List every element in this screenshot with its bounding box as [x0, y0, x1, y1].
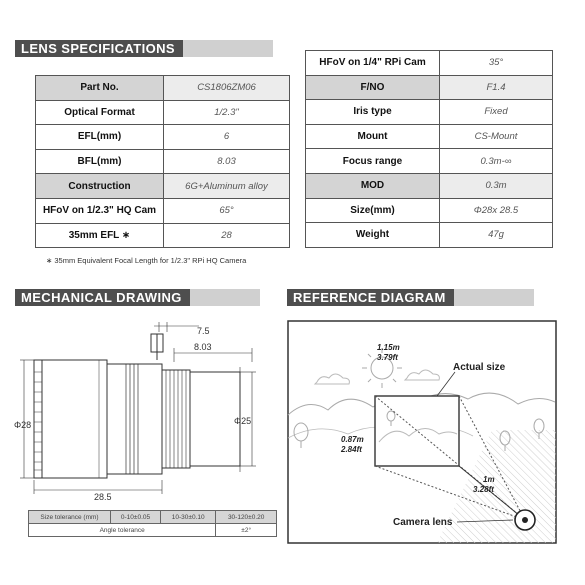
- reference-diagram: [287, 320, 557, 544]
- spec-row: [36, 223, 290, 248]
- title-tail-decoration: [183, 40, 273, 57]
- tolerance-row: [29, 511, 277, 524]
- spec-label: Part No.: [36, 76, 164, 101]
- spec-row: [306, 75, 553, 100]
- spec-value: 35°: [440, 51, 553, 76]
- reference-diagram-heading: [287, 289, 534, 306]
- spec-row: [36, 100, 290, 125]
- spec-row: [306, 100, 553, 125]
- section-title-label: LENS SPECIFICATIONS: [15, 40, 183, 57]
- spec-label: HFoV on 1/2.3" HQ Cam: [36, 198, 164, 223]
- spec-label: Focus range: [306, 149, 440, 174]
- spec-value: Φ28x 28.5: [440, 198, 553, 223]
- tolerance-cell: 30-120±0.20: [216, 511, 277, 524]
- tolerance-cell: 10-30±0.10: [161, 511, 216, 524]
- distance-meters-label: 1m: [483, 475, 495, 484]
- title-tail-decoration: [454, 289, 534, 306]
- spec-label: Iris type: [306, 100, 440, 125]
- spec-label: F/NO: [306, 75, 440, 100]
- spec-label: Optical Format: [36, 100, 164, 125]
- spec-label: 35mm EFL ∗: [36, 223, 164, 248]
- spec-value: 1/2.3": [164, 100, 290, 125]
- height-feet-label: 3.79ft: [377, 353, 398, 362]
- spec-row: [36, 125, 290, 150]
- lens-spec-table-right: [305, 50, 553, 248]
- spec-value: 0.3m-∞: [440, 149, 553, 174]
- mechanical-drawing: [14, 312, 276, 504]
- height-meters-label: 1.15m: [377, 343, 400, 352]
- title-tail-decoration: [190, 289, 260, 306]
- camera-lens-label: Camera lens: [393, 517, 453, 528]
- tolerance-table: [28, 510, 277, 537]
- spec-value: 47g: [440, 223, 553, 248]
- spec-label: Weight: [306, 223, 440, 248]
- spec-value: CS-Mount: [440, 124, 553, 149]
- spec-value: 0.3m: [440, 173, 553, 198]
- mechanical-drawing-heading: [15, 289, 260, 306]
- spec-value: F1.4: [440, 75, 553, 100]
- spec-label: HFoV on 1/4" RPi Cam: [306, 51, 440, 76]
- lens-spec-table-left: [35, 75, 290, 248]
- spec-value: 6G+Aluminum alloy: [164, 174, 290, 199]
- camera-lens-icon: [515, 510, 535, 530]
- spec-label: EFL(mm): [36, 125, 164, 150]
- spec-row: [36, 76, 290, 101]
- spec-row: [306, 173, 553, 198]
- spec-row: [36, 174, 290, 199]
- dimension-label: Φ28: [14, 420, 32, 430]
- dimension-label: 7.5: [197, 326, 210, 336]
- footnote: ∗ 35mm Equivalent Focal Length for 1/2.3" RPi HQ Camera: [46, 256, 247, 265]
- section-title-label: REFERENCE DIAGRAM: [287, 289, 454, 306]
- lens-specifications-heading: [15, 40, 273, 57]
- width-feet-label: 2.84ft: [341, 445, 362, 454]
- distance-feet-label: 3.28ft: [473, 485, 494, 494]
- spec-value: CS1806ZM06: [164, 76, 290, 101]
- dimension-label: 8.03: [194, 342, 212, 352]
- spec-label: Construction: [36, 174, 164, 199]
- spec-row: [306, 223, 553, 248]
- dimension-label: Φ25: [234, 416, 252, 426]
- tolerance-cell: ±2°: [216, 524, 277, 537]
- spec-row: [36, 149, 290, 174]
- tolerance-cell: 0-10±0.05: [111, 511, 161, 524]
- spec-label: MOD: [306, 173, 440, 198]
- spec-value: 65°: [164, 198, 290, 223]
- tolerance-cell: Size tolerance (mm): [29, 511, 111, 524]
- spec-row: [306, 124, 553, 149]
- spec-row: [306, 51, 553, 76]
- spec-row: [306, 198, 553, 223]
- tolerance-cell: Angle tolerance: [29, 524, 216, 537]
- tolerance-row: [29, 524, 277, 537]
- dimension-label: 28.5: [94, 492, 112, 502]
- spec-label: Size(mm): [306, 198, 440, 223]
- spec-value: 8.03: [164, 149, 290, 174]
- spec-value: 6: [164, 125, 290, 150]
- section-title-label: MECHANICAL DRAWING: [15, 289, 190, 306]
- spec-row: [36, 198, 290, 223]
- spec-row: [306, 149, 553, 174]
- spec-value: 28: [164, 223, 290, 248]
- spec-label: BFL(mm): [36, 149, 164, 174]
- spec-label: Mount: [306, 124, 440, 149]
- width-meters-label: 0.87m: [341, 435, 364, 444]
- spec-value: Fixed: [440, 100, 553, 125]
- actual-size-label: Actual size: [453, 362, 506, 373]
